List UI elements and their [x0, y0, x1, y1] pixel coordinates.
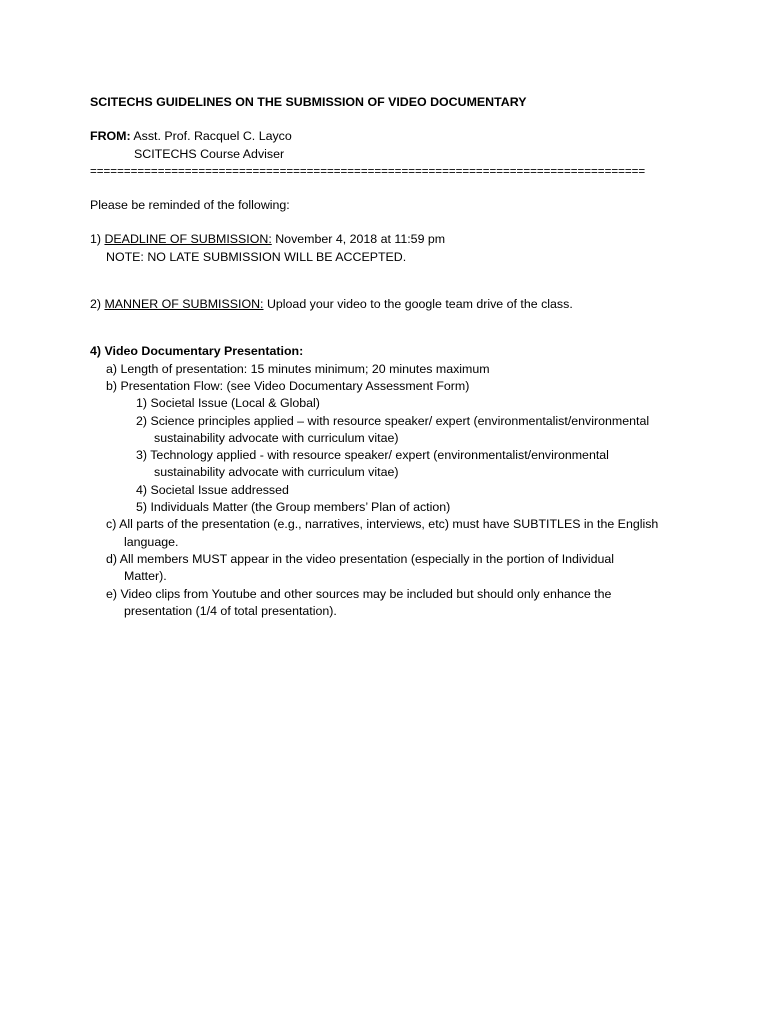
- deadline-value: November 4, 2018 at 11:59 pm: [271, 232, 446, 247]
- flow-step-4: 4) Societal Issue addressed: [136, 482, 289, 497]
- spacer: [90, 214, 740, 231]
- manner-value: Upload your video to the google team drive of the class.: [263, 297, 573, 312]
- from-label: FROM:: [90, 129, 131, 144]
- subtitles-item-cont: language.: [124, 534, 179, 549]
- from-line: [90, 128, 740, 145]
- flow-step-2-cont: sustainability advocate with curriculum vitae): [154, 430, 399, 445]
- flow-step-5: 5) Individuals Matter (the Group members’ Plan of action): [136, 500, 451, 515]
- manner-label: MANNER OF SUBMISSION:: [104, 297, 264, 312]
- item2-number: 2): [90, 297, 105, 312]
- from-name: Asst. Prof. Racquel C. Layco: [130, 129, 292, 144]
- clips-item-cont: presentation (1/4 of total presentation).: [124, 603, 337, 618]
- note-label: NOTE:: [106, 249, 144, 264]
- divider-line: ==================================================================================: [90, 164, 646, 178]
- members-item-cont: Matter).: [124, 569, 167, 584]
- deadline-line: [90, 231, 740, 248]
- members-item: d) All members MUST appear in the video presentation (especially in the portion of Individual: [106, 551, 615, 566]
- document-title: SCITECHS GUIDELINES ON THE SUBMISSION OF VIDEO DOCUMENTARY: [90, 95, 527, 109]
- deadline-label: DEADLINE OF SUBMISSION:: [104, 232, 272, 247]
- item1-number: 1): [90, 232, 105, 247]
- length-item: a) Length of presentation: 15 minutes minimum; 20 minutes maximum: [106, 361, 490, 376]
- spacer: [90, 111, 740, 128]
- flow-item: b) Presentation Flow: (see Video Documentary Assessment Form): [106, 378, 470, 393]
- from-role: SCITECHS Course Adviser: [134, 146, 285, 161]
- document-page: [90, 94, 740, 620]
- reminder-text: Please be reminded of the following:: [90, 198, 290, 213]
- clips-item: e) Video clips from Youtube and other sources may be included but should only enhance the: [106, 586, 612, 601]
- flow-step-3: 3) Technology applied - with resource speaker/ expert (environmentalist/environmental: [136, 448, 609, 463]
- subtitles-item: c) All parts of the presentation (e.g., narratives, interviews, etc) must have SUBTITLES in the English: [106, 517, 659, 532]
- flow-step-3-cont: sustainability advocate with curriculum vitae): [154, 465, 399, 480]
- manner-line: [90, 296, 740, 313]
- flow-step-1: 1) Societal Issue (Local & Global): [136, 396, 320, 411]
- flow-step-2: 2) Science principles applied – with resource speaker/ expert (environmentalist/environmental: [136, 413, 650, 428]
- note-line: [90, 249, 740, 266]
- presentation-heading: 4) Video Documentary Presentation:: [90, 344, 304, 359]
- spacer: [90, 266, 740, 296]
- note-text: NO LATE SUBMISSION WILL BE ACCEPTED.: [143, 249, 407, 264]
- spacer: [90, 180, 740, 197]
- spacer: [90, 313, 740, 343]
